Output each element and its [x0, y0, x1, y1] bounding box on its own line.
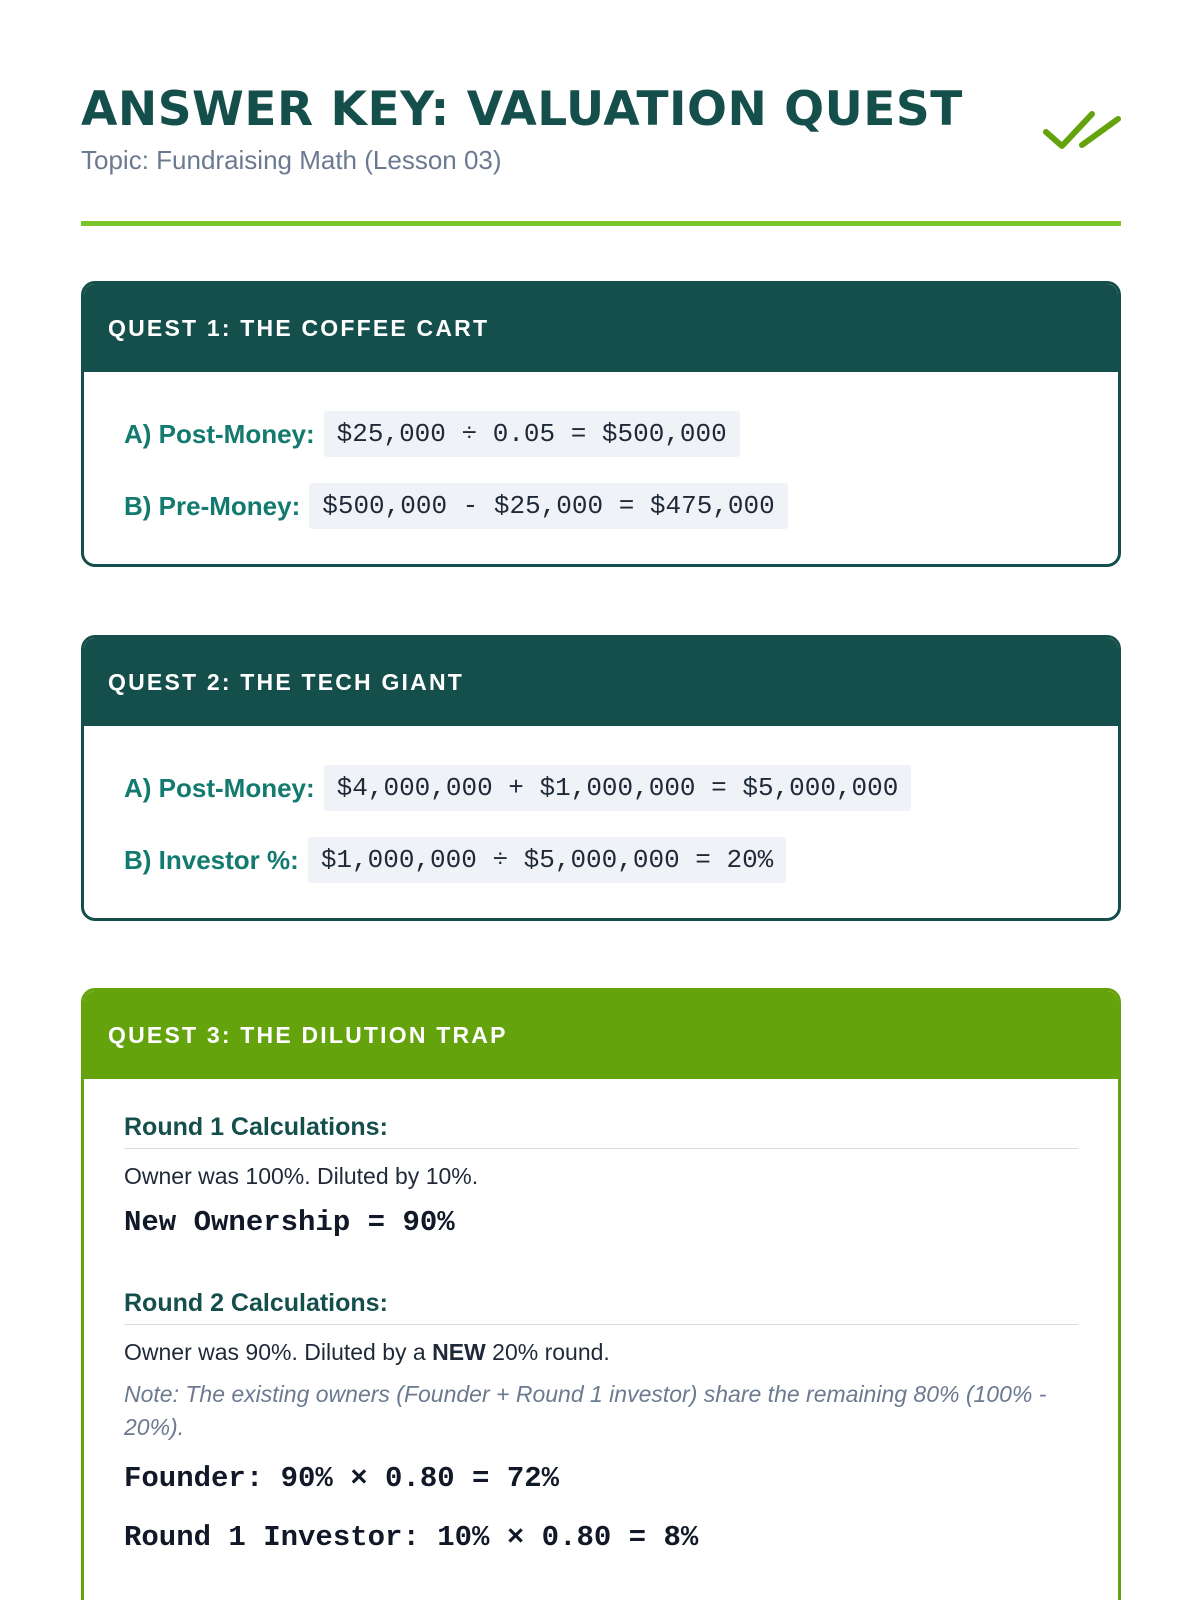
round-1-title: Round 1 Calculations:	[124, 1113, 1078, 1149]
quest-1-answer-b	[124, 483, 1078, 529]
quest-3-title: QUEST 3: THE DILUTION TRAP	[84, 991, 1118, 1079]
answer-key-page	[81, 0, 1121, 1554]
answer-b-formula: $1,000,000 ÷ $5,000,000 = 20%	[308, 837, 786, 883]
answer-a-formula: $25,000 ÷ 0.05 = $500,000	[324, 411, 740, 457]
round-1-result: New Ownership = 90%	[124, 1206, 455, 1239]
investor-result: Round 1 Investor: 10% × 0.80 = 8%	[124, 1521, 699, 1554]
answer-b-label: B) Pre-Money:	[124, 490, 301, 521]
quest-1-card	[81, 281, 1121, 567]
quest-2-body	[84, 765, 1118, 883]
quest-1-title: QUEST 1: THE COFFEE CART	[84, 284, 1118, 372]
header-divider	[81, 221, 1121, 226]
answer-a-formula: $4,000,000 + $1,000,000 = $5,000,000	[324, 765, 912, 811]
quest-1-body	[84, 411, 1118, 529]
round-1-text: Owner was 100%. Diluted by 10%.	[124, 1163, 479, 1189]
round-2-note: Note: The existing owners (Founder + Round 1 investor) share the remaining 80% (100% - 20%).	[124, 1381, 1047, 1440]
round-2-text-bold: NEW	[432, 1339, 486, 1365]
page-title: ANSWER KEY: VALUATION QUEST	[81, 82, 963, 137]
round-2-text-before: Owner was 90%. Diluted by a	[124, 1339, 426, 1365]
round-2-title: Round 2 Calculations:	[124, 1289, 1078, 1325]
round-2-text	[124, 1339, 1078, 1366]
double-check-icon	[1043, 104, 1121, 154]
page-subtitle: Topic: Fundraising Math (Lesson 03)	[81, 145, 502, 175]
quest-2-card	[81, 635, 1121, 921]
answer-a-label: A) Post-Money:	[124, 418, 315, 449]
page-header	[81, 0, 1121, 226]
answer-b-label: B) Investor %:	[124, 844, 299, 875]
quest-3-body	[84, 1113, 1118, 1554]
quest-1-answer-a	[124, 411, 1078, 457]
quest-2-answer-a	[124, 765, 1078, 811]
quest-2-title: QUEST 2: THE TECH GIANT	[84, 638, 1118, 726]
quest-3-card	[81, 988, 1121, 1600]
answer-b-formula: $500,000 - $25,000 = $475,000	[309, 483, 787, 529]
round-2-text-after: 20% round.	[492, 1339, 610, 1365]
founder-result: Founder: 90% × 0.80 = 72%	[124, 1462, 560, 1495]
answer-a-label: A) Post-Money:	[124, 772, 315, 803]
quest-2-answer-b	[124, 837, 1078, 883]
